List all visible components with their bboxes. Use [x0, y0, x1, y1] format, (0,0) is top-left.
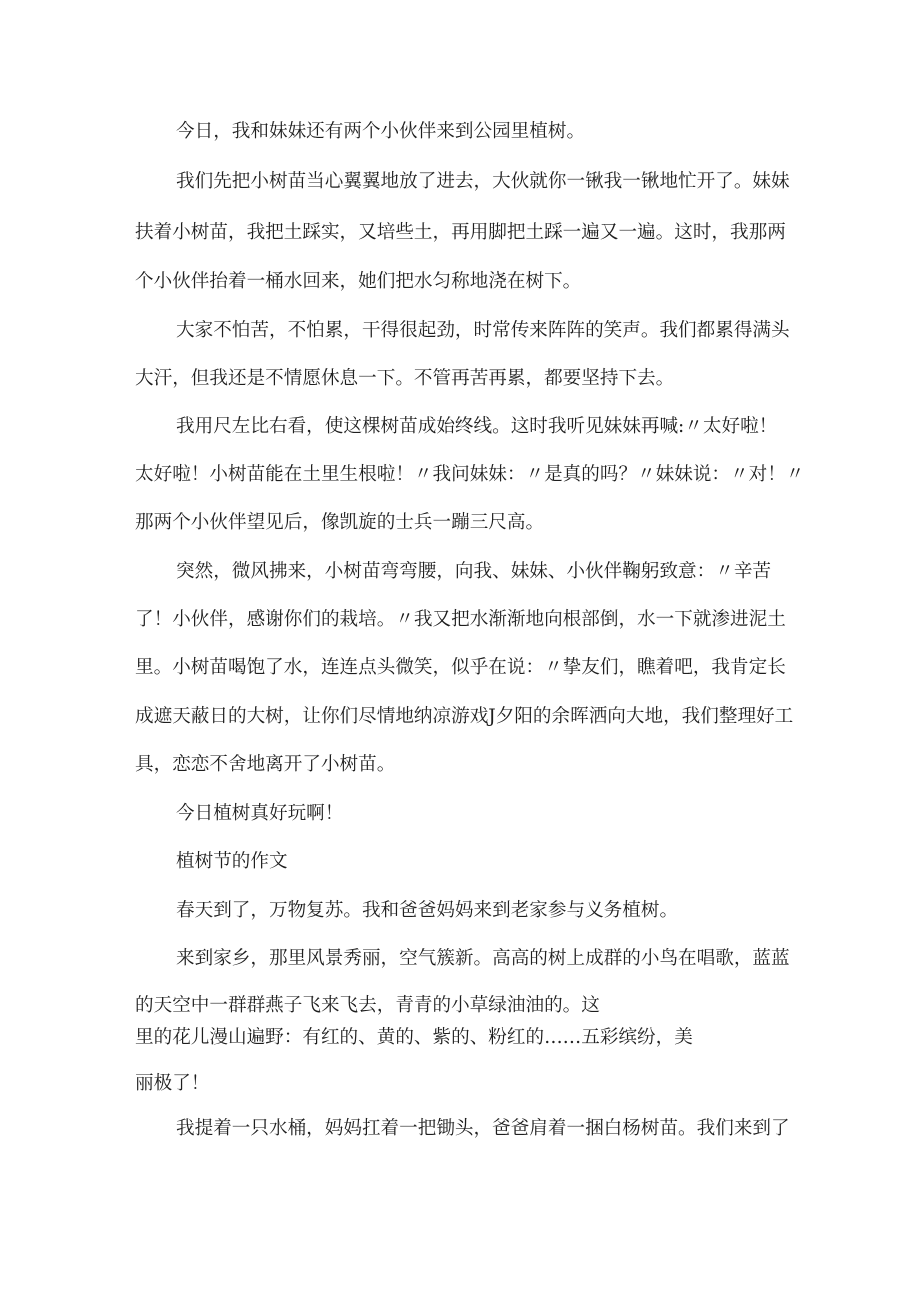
text-line-14: 具，恋恋不舍地离开了小树苗。 — [135, 754, 396, 775]
text-line-6: 大汗，但我还是不情愿休息一下。不管再苦再累，都要坚持下去。 — [135, 368, 675, 389]
text-line-11: 了！小伙伴，感谢你们的栽培。〃我又把水渐渐地向根部倒，水一下就渗进泥土 — [135, 609, 786, 630]
text-line-2: 我们先把小树苗当心翼翼地放了进去，大伙就你一锹我一锹地忙开了。妹妹 — [176, 171, 790, 192]
text-line-8: 太好啦！小树苗能在土里生根啦！〃我问妹妹：〃是真的吗？〃妹妹说：〃对！〃 — [135, 464, 805, 485]
text-line-9: 那两个小伙伴望见后，像凯旋的士兵一蹦三尺高。 — [135, 512, 545, 533]
text-line-10: 突然，微风拂来，小树苗弯弯腰，向我、妹妹、小伙伴鞠躬致意：〃辛苦 — [176, 561, 772, 582]
text-line-1: 今日，我和妹妹还有两个小伙伴来到公园里植树。 — [176, 121, 586, 142]
text-line-19: 的天空中一群群燕子飞来飞去，青青的小草绿油油的。这 — [135, 995, 600, 1016]
text-line-16: 植树节的作文 — [176, 851, 288, 872]
text-line-21: 丽极了！ — [135, 1073, 210, 1094]
text-line-15: 今日植树真好玩啊！ — [176, 803, 344, 824]
text-line-17: 春天到了，万物复苏。我和爸爸妈妈来到老家参与义务植树。 — [176, 900, 679, 921]
text-line-22: 我提着一只水桶，妈妈扛着一把锄头，爸爸肩着一捆白杨树苗。我们来到了 — [176, 1118, 790, 1139]
text-line-12: 里。小树苗喝饱了水，连连点头微笑，似乎在说：〃挚友们，瞧着吧，我肯定长 — [135, 657, 786, 678]
text-line-3: 扶着小树苗，我把土踩实，又培些土，再用脚把土踩一遍又一遍。这时，我那两 — [135, 222, 786, 243]
text-line-13: 成遮天蔽日的大树，让你们尽情地纳凉游戏J夕阳的余晖洒向大地，我们整理好工 — [135, 706, 794, 727]
text-line-18: 来到家乡，那里风景秀丽，空气簇新。高高的树上成群的小鸟在唱歌，蓝蓝 — [176, 948, 790, 969]
text-line-20: 里的花儿漫山遍野：有红的、黄的、紫的、粉红的……五彩缤纷，美 — [135, 1027, 693, 1048]
text-line-7: 我用尺左比右看，使这棵树苗成始终线。这时我听见妹妹再喊:〃太好啦！ — [176, 416, 778, 437]
text-line-5: 大家不怕苦，不怕累，干得很起劲，时常传来阵阵的笑声。我们都累得满头 — [176, 320, 790, 341]
text-line-4: 个小伙伴抬着一桶水回来，她们把水匀称地浇在树下。 — [135, 271, 582, 292]
